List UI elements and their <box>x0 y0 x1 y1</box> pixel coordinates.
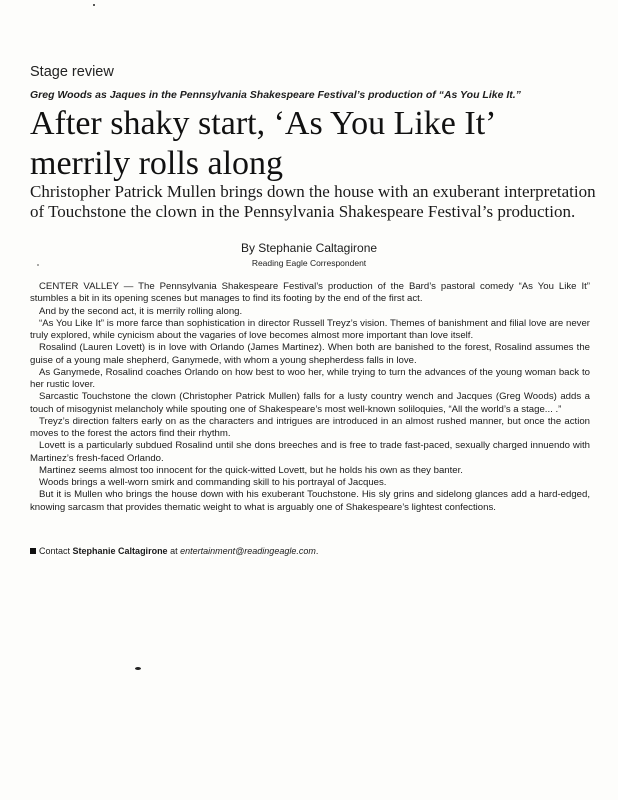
contact-prefix: Contact <box>39 546 71 556</box>
byline-author: By Stephanie Caltagirone <box>240 241 378 255</box>
paragraph: Sarcastic Touchstone the clown (Christopher Patrick Mullen) falls for a lusty country wench and Jacques (Greg Woods) adds a touch of misogynist melancholy while spouting one of Shakespeare’s most well-known soliloquies, “All the world’s a stage... .” <box>30 391 590 415</box>
byline-role: Reading Eagle Correspondent <box>251 258 367 268</box>
paragraph: But it is Mullen who brings the house down with his exuberant Touchstone. His sly grins and sidelong glances add a hard-edged, knowing sarcasm that provides thematic weight to what is arguably one of Shakespeare’s lightest confections. <box>30 489 590 513</box>
photo-caption: Greg Woods as Jaques in the Pennsylvania Shakespeare Festival’s production of “As You Like It.” <box>30 89 521 101</box>
bullet-square-icon <box>30 548 36 554</box>
paragraph: Martinez seems almost too innocent for the quick-witted Lovett, but he holds his own as they banter. <box>39 464 463 476</box>
paragraph: “As You Like It” is more farce than sophistication in director Russell Treyz’s vision. Themes of banishment and filial love are never truly explored, while cynicism about the vagaries of love becomes almost more important than love itself. <box>30 317 590 341</box>
paragraph: And by the second act, it is merrily rolling along. <box>39 305 243 317</box>
paragraph: As Ganymede, Rosalind coaches Orlando on how best to woo her, while trying to turn the advances of the young woman back to her rustic lover. <box>30 366 590 390</box>
article-body <box>30 281 590 514</box>
paragraph: Treyz’s direction falters early on as the characters and intrigues are introduced in an almost rushed manner, but once the action moves to the forest the actors find their rhythm. <box>30 415 590 439</box>
paragraph: Woods brings a well-worn smirk and commanding skill to his portrayal of Jacques. <box>39 477 387 488</box>
scan-speck <box>135 667 141 670</box>
scan-speck <box>93 4 95 6</box>
contact-email-link[interactable]: entertainment@readingeagle.com <box>180 546 316 556</box>
contact-line <box>30 546 590 556</box>
subheadline: Christopher Patrick Mullen brings down the house with an exuberant interpretation of Touchstone the clown in the Pennsylvania Shakespeare Festival’s production. <box>30 182 596 221</box>
contact-end: . <box>315 546 319 556</box>
contact-name: Stephanie Caltagirone <box>72 546 168 556</box>
paragraph: Rosalind (Lauren Lovett) is in love with Orlando (James Martinez). When both are banished to the forest, Rosalind assumes the guise of a young male shepherd, Ganymede, with whom a young shepherdess falls in love. <box>30 342 590 366</box>
contact-at: at <box>170 546 178 556</box>
section-label: Stage review <box>30 64 114 80</box>
paragraph: Lovett is a particularly subdued Rosalind until she dons breeches and is free to trade fast-paced, sexually charged innuendo with Martinez’s fresh-faced Orlando. <box>30 440 590 464</box>
headline: After shaky start, ‘As You Like It’ merrily rolls along <box>30 105 494 182</box>
paragraph: CENTER VALLEY — The Pennsylvania Shakespeare Festival’s production of the Bard’s pastoral comedy “As You Like It” stumbles a bit in its opening scenes but manages to find its footing by the end of the first act. <box>30 281 590 305</box>
